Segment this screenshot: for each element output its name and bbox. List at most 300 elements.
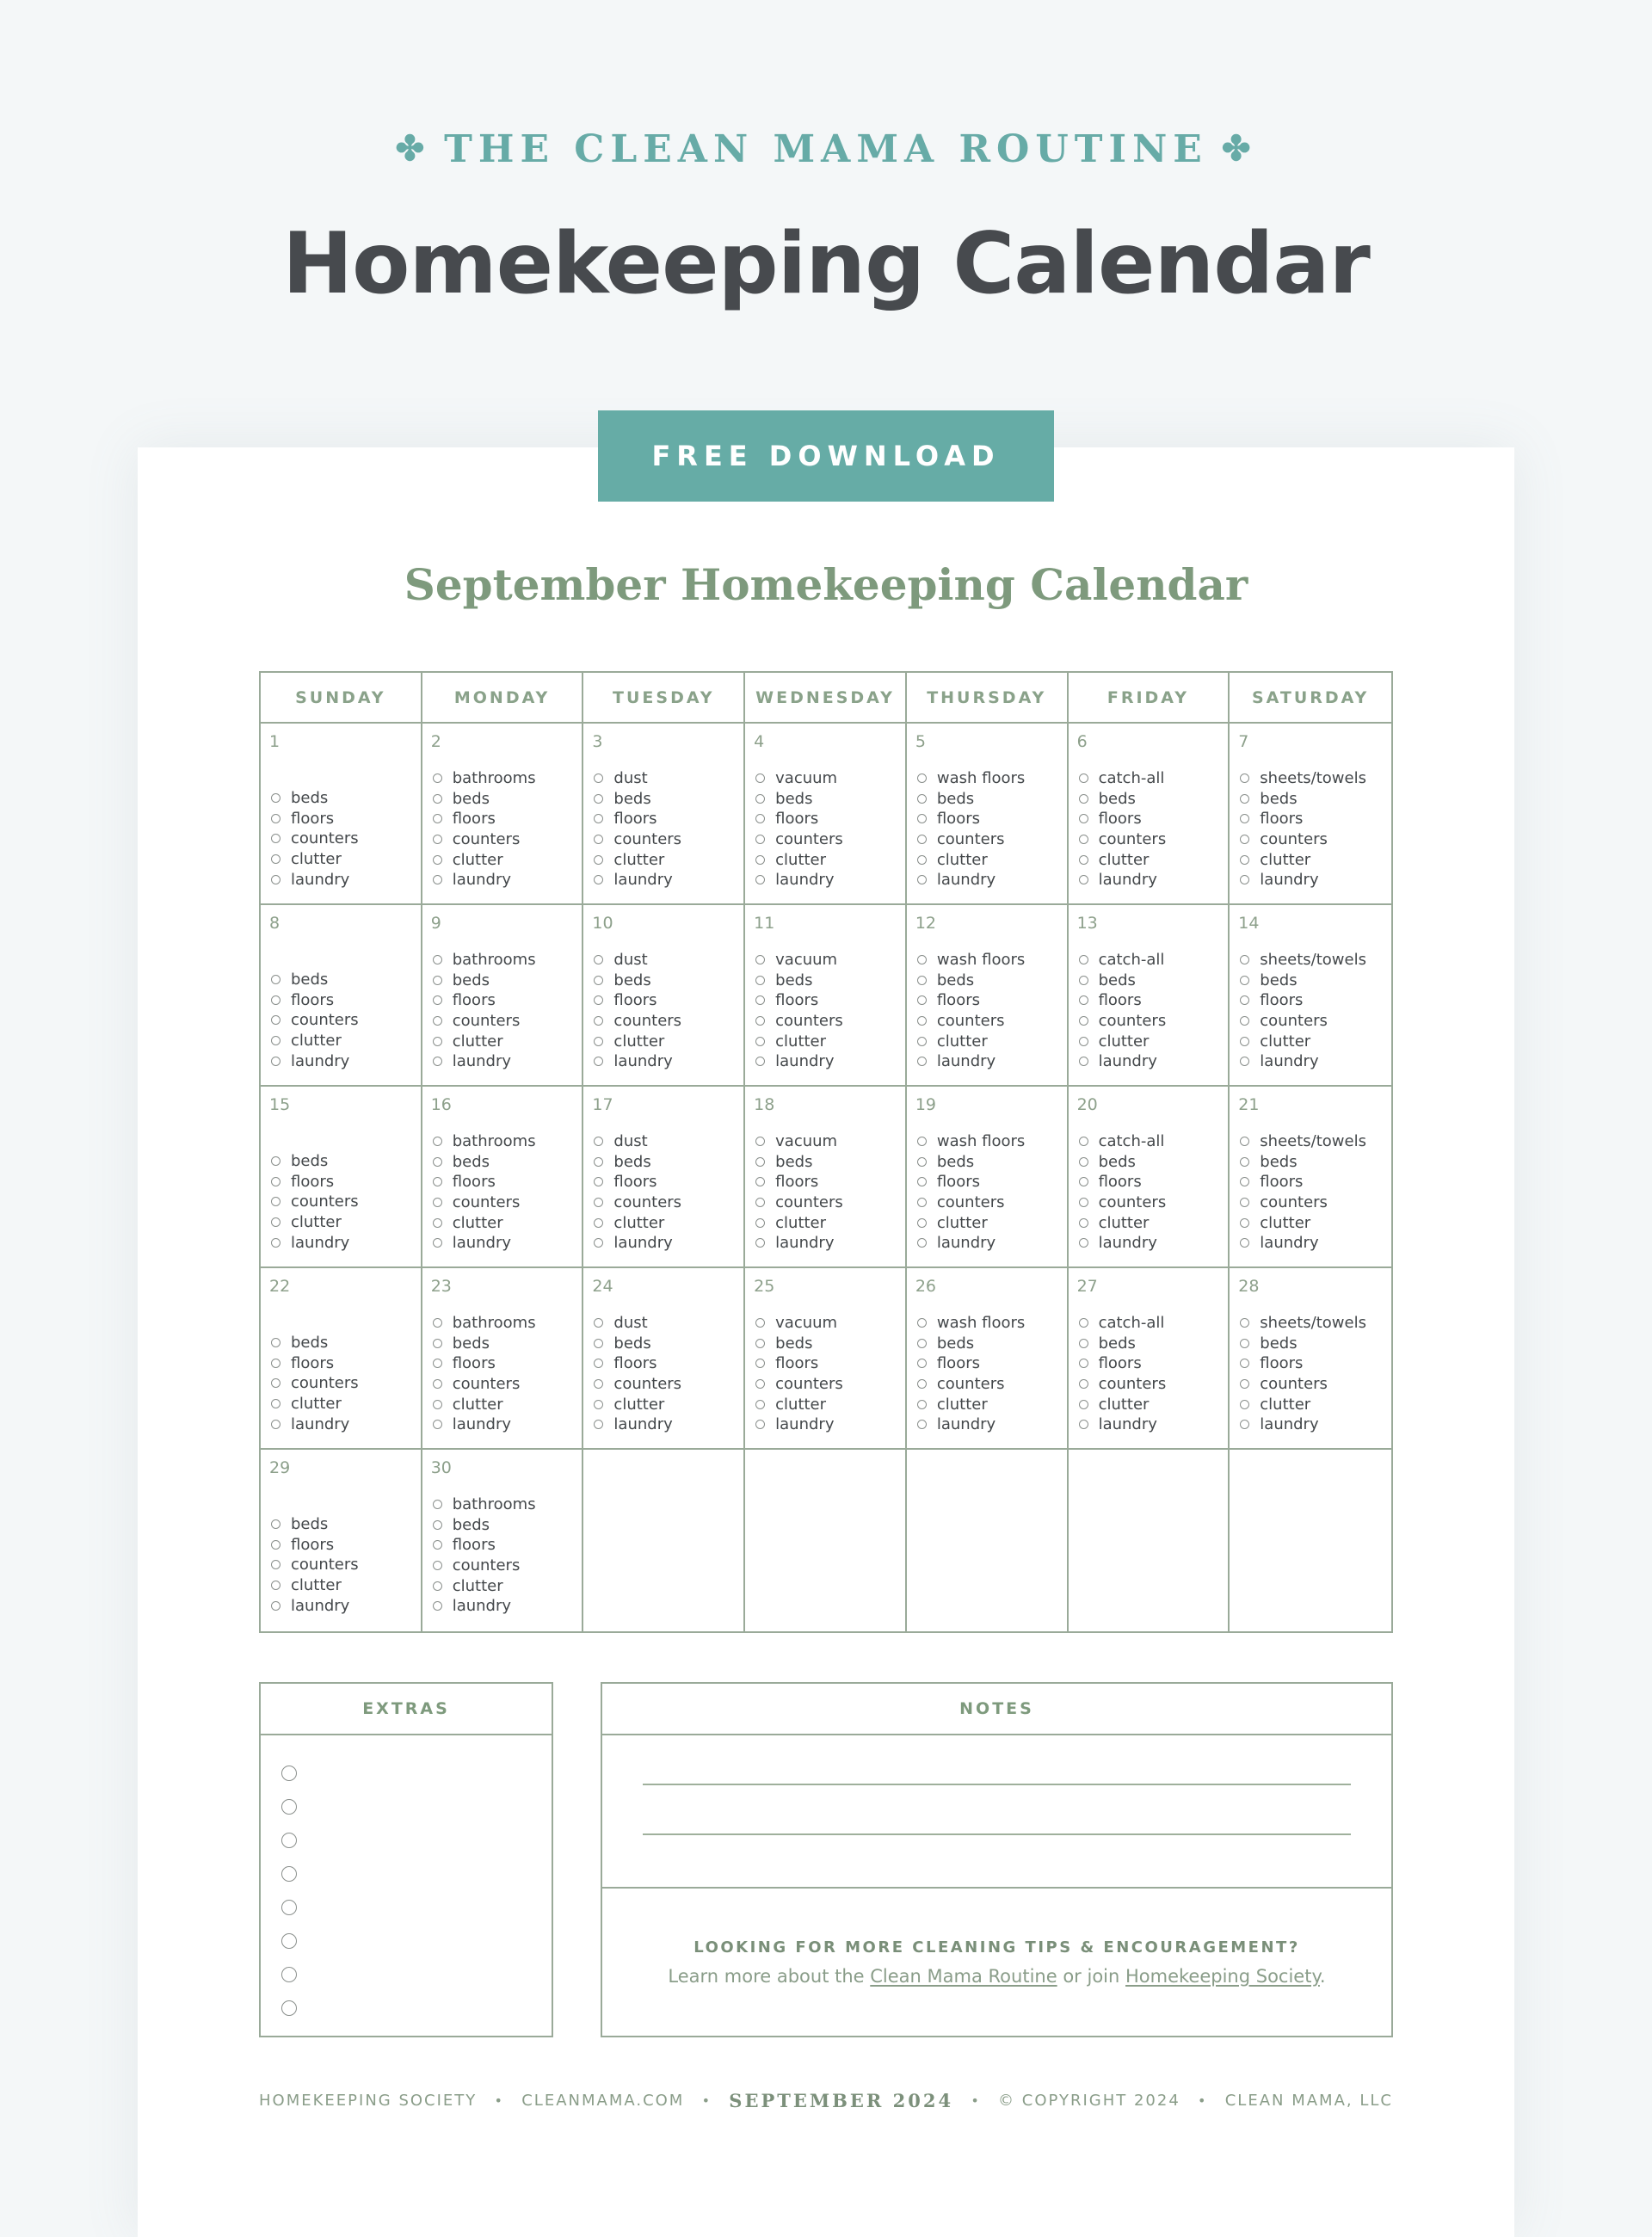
checkbox-circle-icon[interactable] <box>755 1157 765 1167</box>
checkbox-circle-icon[interactable] <box>433 1016 442 1026</box>
checkbox-circle-icon[interactable] <box>1240 1037 1249 1046</box>
checkbox-circle-icon[interactable] <box>594 1359 603 1368</box>
checkbox-circle-icon[interactable] <box>1240 1238 1249 1248</box>
task-item[interactable] <box>755 1374 902 1395</box>
task-item[interactable] <box>433 1515 579 1536</box>
task-item[interactable] <box>433 1494 579 1515</box>
extra-item[interactable] <box>281 1991 552 2024</box>
checkbox-circle-icon[interactable] <box>594 1339 603 1348</box>
checkbox-circle-icon[interactable] <box>594 955 603 964</box>
checkbox-circle-icon[interactable] <box>271 1601 280 1611</box>
checkbox-circle-icon[interactable] <box>281 1766 297 1781</box>
task-item[interactable] <box>755 1414 902 1435</box>
task-item[interactable] <box>271 1151 417 1172</box>
checkbox-circle-icon[interactable] <box>755 995 765 1005</box>
checkbox-circle-icon[interactable] <box>594 773 603 783</box>
task-item[interactable] <box>433 990 579 1011</box>
task-item[interactable] <box>755 1172 902 1192</box>
checkbox-circle-icon[interactable] <box>755 1339 765 1348</box>
checkbox-circle-icon[interactable] <box>1079 1379 1088 1389</box>
checkbox-circle-icon[interactable] <box>1240 1137 1249 1146</box>
checkbox-circle-icon[interactable] <box>271 1359 280 1368</box>
checkbox-circle-icon[interactable] <box>917 1379 927 1389</box>
checkbox-circle-icon[interactable] <box>271 1519 280 1529</box>
task-item[interactable] <box>755 1212 902 1233</box>
checkbox-circle-icon[interactable] <box>594 1379 603 1389</box>
task-item[interactable] <box>1079 870 1225 890</box>
checkbox-circle-icon[interactable] <box>917 1057 927 1066</box>
checkbox-circle-icon[interactable] <box>917 773 927 783</box>
task-item[interactable] <box>594 849 740 870</box>
task-item[interactable] <box>433 1535 579 1556</box>
task-item[interactable] <box>1240 1334 1388 1354</box>
task-item[interactable] <box>917 1233 1063 1254</box>
task-item[interactable] <box>755 950 902 971</box>
task-item[interactable] <box>1079 1233 1225 1254</box>
task-item[interactable] <box>1240 849 1388 870</box>
task-item[interactable] <box>271 1010 417 1031</box>
task-item[interactable] <box>271 970 417 990</box>
checkbox-circle-icon[interactable] <box>594 794 603 804</box>
task-item[interactable] <box>271 1192 417 1212</box>
task-item[interactable] <box>271 829 417 849</box>
checkbox-circle-icon[interactable] <box>755 814 765 823</box>
task-item[interactable] <box>594 829 740 850</box>
task-item[interactable] <box>271 1172 417 1192</box>
task-item[interactable] <box>594 1414 740 1435</box>
checkbox-circle-icon[interactable] <box>433 1540 442 1550</box>
checkbox-circle-icon[interactable] <box>1079 1037 1088 1046</box>
task-item[interactable] <box>271 1575 417 1596</box>
checkbox-circle-icon[interactable] <box>1079 1177 1088 1186</box>
checkbox-circle-icon[interactable] <box>433 976 442 985</box>
checkbox-circle-icon[interactable] <box>433 1359 442 1368</box>
checkbox-circle-icon[interactable] <box>917 1318 927 1328</box>
checkbox-circle-icon[interactable] <box>594 1057 603 1066</box>
checkbox-circle-icon[interactable] <box>1079 1400 1088 1409</box>
task-item[interactable] <box>755 870 902 890</box>
checkbox-circle-icon[interactable] <box>594 1318 603 1328</box>
checkbox-circle-icon[interactable] <box>271 1581 280 1590</box>
task-item[interactable] <box>594 1172 740 1192</box>
checkbox-circle-icon[interactable] <box>917 835 927 844</box>
checkbox-circle-icon[interactable] <box>433 1318 442 1328</box>
clean-mama-routine-link[interactable]: Clean Mama Routine <box>870 1966 1057 1987</box>
checkbox-circle-icon[interactable] <box>755 1137 765 1146</box>
task-item[interactable] <box>433 870 579 890</box>
checkbox-circle-icon[interactable] <box>433 875 442 884</box>
checkbox-circle-icon[interactable] <box>1240 835 1249 844</box>
checkbox-circle-icon[interactable] <box>1240 1057 1249 1066</box>
task-item[interactable] <box>755 1131 902 1152</box>
checkbox-circle-icon[interactable] <box>917 995 927 1005</box>
checkbox-circle-icon[interactable] <box>1240 1359 1249 1368</box>
task-item[interactable] <box>755 990 902 1011</box>
task-item[interactable] <box>917 971 1063 991</box>
task-item[interactable] <box>594 1374 740 1395</box>
checkbox-circle-icon[interactable] <box>1240 955 1249 964</box>
task-item[interactable] <box>271 1333 417 1353</box>
task-item[interactable] <box>917 1031 1063 1051</box>
task-item[interactable] <box>1240 870 1388 890</box>
checkbox-circle-icon[interactable] <box>1079 1218 1088 1228</box>
checkbox-circle-icon[interactable] <box>917 794 927 804</box>
task-item[interactable] <box>1079 849 1225 870</box>
checkbox-circle-icon[interactable] <box>755 835 765 844</box>
checkbox-circle-icon[interactable] <box>755 1016 765 1026</box>
task-item[interactable] <box>755 809 902 829</box>
checkbox-circle-icon[interactable] <box>594 1400 603 1409</box>
checkbox-circle-icon[interactable] <box>917 814 927 823</box>
task-item[interactable] <box>1240 1313 1388 1334</box>
checkbox-circle-icon[interactable] <box>271 854 280 864</box>
task-item[interactable] <box>1240 1374 1388 1395</box>
checkbox-circle-icon[interactable] <box>271 1399 280 1408</box>
checkbox-circle-icon[interactable] <box>433 1177 442 1186</box>
checkbox-circle-icon[interactable] <box>594 1016 603 1026</box>
task-item[interactable] <box>755 789 902 810</box>
task-item[interactable] <box>271 1353 417 1374</box>
task-item[interactable] <box>917 829 1063 850</box>
task-item[interactable] <box>433 1556 579 1576</box>
checkbox-circle-icon[interactable] <box>433 855 442 865</box>
checkbox-circle-icon[interactable] <box>271 1338 280 1347</box>
checkbox-circle-icon[interactable] <box>1240 1318 1249 1328</box>
task-item[interactable] <box>594 768 740 789</box>
task-item[interactable] <box>271 1514 417 1535</box>
checkbox-circle-icon[interactable] <box>1079 995 1088 1005</box>
task-item[interactable] <box>433 1011 579 1032</box>
checkbox-circle-icon[interactable] <box>755 1177 765 1186</box>
extra-item[interactable] <box>281 1756 552 1790</box>
task-item[interactable] <box>1240 829 1388 850</box>
task-item[interactable] <box>271 1535 417 1556</box>
checkbox-circle-icon[interactable] <box>433 1238 442 1248</box>
task-item[interactable] <box>594 809 740 829</box>
checkbox-circle-icon[interactable] <box>917 1198 927 1207</box>
checkbox-circle-icon[interactable] <box>271 1156 280 1166</box>
task-item[interactable] <box>1240 1353 1388 1374</box>
checkbox-circle-icon[interactable] <box>1240 995 1249 1005</box>
checkbox-circle-icon[interactable] <box>433 1400 442 1409</box>
checkbox-circle-icon[interactable] <box>755 1037 765 1046</box>
task-item[interactable] <box>594 1212 740 1233</box>
checkbox-circle-icon[interactable] <box>271 1420 280 1429</box>
notes-line[interactable] <box>643 1833 1351 1835</box>
checkbox-circle-icon[interactable] <box>433 1037 442 1046</box>
checkbox-circle-icon[interactable] <box>433 835 442 844</box>
extra-item[interactable] <box>281 1790 552 1823</box>
task-item[interactable] <box>1079 1192 1225 1213</box>
task-item[interactable] <box>755 1051 902 1072</box>
checkbox-circle-icon[interactable] <box>755 1400 765 1409</box>
checkbox-circle-icon[interactable] <box>755 1238 765 1248</box>
task-item[interactable] <box>1240 950 1388 971</box>
checkbox-circle-icon[interactable] <box>1240 1016 1249 1026</box>
task-item[interactable] <box>433 789 579 810</box>
task-item[interactable] <box>594 971 740 991</box>
free-download-button[interactable]: FREE DOWNLOAD <box>598 410 1054 502</box>
checkbox-circle-icon[interactable] <box>1079 1359 1088 1368</box>
task-item[interactable] <box>917 1313 1063 1334</box>
task-item[interactable] <box>271 849 417 870</box>
task-item[interactable] <box>917 1192 1063 1213</box>
checkbox-circle-icon[interactable] <box>594 1218 603 1228</box>
task-item[interactable] <box>1240 971 1388 991</box>
checkbox-circle-icon[interactable] <box>433 955 442 964</box>
checkbox-circle-icon[interactable] <box>755 855 765 865</box>
checkbox-circle-icon[interactable] <box>755 1218 765 1228</box>
checkbox-circle-icon[interactable] <box>917 1137 927 1146</box>
task-item[interactable] <box>271 788 417 809</box>
checkbox-circle-icon[interactable] <box>1079 773 1088 783</box>
checkbox-circle-icon[interactable] <box>594 1137 603 1146</box>
task-item[interactable] <box>594 990 740 1011</box>
checkbox-circle-icon[interactable] <box>1240 1339 1249 1348</box>
task-item[interactable] <box>755 1152 902 1173</box>
checkbox-circle-icon[interactable] <box>594 1420 603 1429</box>
task-item[interactable] <box>755 1353 902 1374</box>
checkbox-circle-icon[interactable] <box>433 1561 442 1570</box>
checkbox-circle-icon[interactable] <box>433 1520 442 1530</box>
task-item[interactable] <box>594 1131 740 1152</box>
checkbox-circle-icon[interactable] <box>433 1137 442 1146</box>
task-item[interactable] <box>271 1595 417 1616</box>
checkbox-circle-icon[interactable] <box>1079 955 1088 964</box>
task-item[interactable] <box>1240 1011 1388 1032</box>
checkbox-circle-icon[interactable] <box>917 1400 927 1409</box>
checkbox-circle-icon[interactable] <box>271 875 280 884</box>
checkbox-circle-icon[interactable] <box>755 1379 765 1389</box>
task-item[interactable] <box>433 971 579 991</box>
task-item[interactable] <box>271 1031 417 1051</box>
task-item[interactable] <box>1240 768 1388 789</box>
checkbox-circle-icon[interactable] <box>917 1339 927 1348</box>
checkbox-circle-icon[interactable] <box>1079 1198 1088 1207</box>
task-item[interactable] <box>1240 809 1388 829</box>
task-item[interactable] <box>1079 1011 1225 1032</box>
checkbox-circle-icon[interactable] <box>1240 875 1249 884</box>
task-item[interactable] <box>433 849 579 870</box>
task-item[interactable] <box>917 849 1063 870</box>
checkbox-circle-icon[interactable] <box>1240 976 1249 985</box>
checkbox-circle-icon[interactable] <box>917 1157 927 1167</box>
task-item[interactable] <box>917 990 1063 1011</box>
checkbox-circle-icon[interactable] <box>433 1379 442 1389</box>
task-item[interactable] <box>1079 809 1225 829</box>
task-item[interactable] <box>755 1031 902 1051</box>
task-item[interactable] <box>1240 1131 1388 1152</box>
checkbox-circle-icon[interactable] <box>271 834 280 843</box>
task-item[interactable] <box>271 869 417 890</box>
checkbox-circle-icon[interactable] <box>1240 1218 1249 1228</box>
task-item[interactable] <box>594 1334 740 1354</box>
task-item[interactable] <box>594 1011 740 1032</box>
checkbox-circle-icon[interactable] <box>281 1967 297 1982</box>
checkbox-circle-icon[interactable] <box>1240 814 1249 823</box>
task-item[interactable] <box>917 1212 1063 1233</box>
task-item[interactable] <box>1240 990 1388 1011</box>
checkbox-circle-icon[interactable] <box>433 1420 442 1429</box>
checkbox-circle-icon[interactable] <box>594 995 603 1005</box>
checkbox-circle-icon[interactable] <box>271 1057 280 1066</box>
checkbox-circle-icon[interactable] <box>755 1420 765 1429</box>
task-item[interactable] <box>433 1414 579 1435</box>
checkbox-circle-icon[interactable] <box>281 2000 297 2016</box>
extra-item[interactable] <box>281 1857 552 1890</box>
task-item[interactable] <box>755 1313 902 1334</box>
task-item[interactable] <box>594 1031 740 1051</box>
task-item[interactable] <box>917 1131 1063 1152</box>
checkbox-circle-icon[interactable] <box>1079 875 1088 884</box>
task-item[interactable] <box>1240 1172 1388 1192</box>
task-item[interactable] <box>1079 1313 1225 1334</box>
task-item[interactable] <box>594 1051 740 1072</box>
checkbox-circle-icon[interactable] <box>1240 1177 1249 1186</box>
checkbox-circle-icon[interactable] <box>1079 1420 1088 1429</box>
checkbox-circle-icon[interactable] <box>1079 1016 1088 1026</box>
checkbox-circle-icon[interactable] <box>271 1378 280 1388</box>
checkbox-circle-icon[interactable] <box>1079 976 1088 985</box>
task-item[interactable] <box>917 1394 1063 1414</box>
checkbox-circle-icon[interactable] <box>594 1157 603 1167</box>
checkbox-circle-icon[interactable] <box>755 1359 765 1368</box>
task-item[interactable] <box>271 1414 417 1434</box>
task-item[interactable] <box>1079 1031 1225 1051</box>
checkbox-circle-icon[interactable] <box>281 1900 297 1915</box>
task-item[interactable] <box>917 870 1063 890</box>
task-item[interactable] <box>755 1233 902 1254</box>
task-item[interactable] <box>594 1313 740 1334</box>
checkbox-circle-icon[interactable] <box>271 1197 280 1206</box>
task-item[interactable] <box>271 809 417 829</box>
checkbox-circle-icon[interactable] <box>1079 1339 1088 1348</box>
checkbox-circle-icon[interactable] <box>433 1157 442 1167</box>
task-item[interactable] <box>755 829 902 850</box>
task-item[interactable] <box>594 1192 740 1213</box>
checkbox-circle-icon[interactable] <box>917 855 927 865</box>
checkbox-circle-icon[interactable] <box>1079 1238 1088 1248</box>
checkbox-circle-icon[interactable] <box>1240 773 1249 783</box>
checkbox-circle-icon[interactable] <box>755 875 765 884</box>
checkbox-circle-icon[interactable] <box>1079 814 1088 823</box>
task-item[interactable] <box>1079 1212 1225 1233</box>
checkbox-circle-icon[interactable] <box>271 995 280 1005</box>
checkbox-circle-icon[interactable] <box>1079 1137 1088 1146</box>
checkbox-circle-icon[interactable] <box>1240 1420 1249 1429</box>
task-item[interactable] <box>917 1011 1063 1032</box>
checkbox-circle-icon[interactable] <box>281 1799 297 1815</box>
task-item[interactable] <box>755 849 902 870</box>
task-item[interactable] <box>917 950 1063 971</box>
task-item[interactable] <box>1079 789 1225 810</box>
task-item[interactable] <box>433 1212 579 1233</box>
task-item[interactable] <box>594 1394 740 1414</box>
task-item[interactable] <box>1240 1394 1388 1414</box>
checkbox-circle-icon[interactable] <box>917 1218 927 1228</box>
task-item[interactable] <box>1240 1212 1388 1233</box>
task-item[interactable] <box>1240 1233 1388 1254</box>
task-item[interactable] <box>917 1414 1063 1435</box>
task-item[interactable] <box>755 768 902 789</box>
checkbox-circle-icon[interactable] <box>594 1037 603 1046</box>
task-item[interactable] <box>271 1232 417 1253</box>
checkbox-circle-icon[interactable] <box>1240 794 1249 804</box>
checkbox-circle-icon[interactable] <box>755 1318 765 1328</box>
task-item[interactable] <box>1079 1394 1225 1414</box>
checkbox-circle-icon[interactable] <box>594 835 603 844</box>
task-item[interactable] <box>917 1334 1063 1354</box>
task-item[interactable] <box>1079 1334 1225 1354</box>
task-item[interactable] <box>1240 1051 1388 1072</box>
checkbox-circle-icon[interactable] <box>594 1198 603 1207</box>
task-item[interactable] <box>1079 1374 1225 1395</box>
checkbox-circle-icon[interactable] <box>1079 835 1088 844</box>
task-item[interactable] <box>271 1373 417 1394</box>
checkbox-circle-icon[interactable] <box>1079 855 1088 865</box>
task-item[interactable] <box>917 809 1063 829</box>
checkbox-circle-icon[interactable] <box>1240 1400 1249 1409</box>
extra-item[interactable] <box>281 1924 552 1957</box>
task-item[interactable] <box>433 1172 579 1192</box>
checkbox-circle-icon[interactable] <box>1079 794 1088 804</box>
task-item[interactable] <box>917 1374 1063 1395</box>
task-item[interactable] <box>433 1233 579 1254</box>
checkbox-circle-icon[interactable] <box>1079 1318 1088 1328</box>
checkbox-circle-icon[interactable] <box>755 1057 765 1066</box>
task-item[interactable] <box>271 1212 417 1233</box>
checkbox-circle-icon[interactable] <box>281 1833 297 1848</box>
task-item[interactable] <box>917 1152 1063 1173</box>
task-item[interactable] <box>433 1575 579 1596</box>
task-item[interactable] <box>1079 1051 1225 1072</box>
checkbox-circle-icon[interactable] <box>594 1238 603 1248</box>
task-item[interactable] <box>1079 971 1225 991</box>
task-item[interactable] <box>271 990 417 1011</box>
checkbox-circle-icon[interactable] <box>917 1037 927 1046</box>
task-item[interactable] <box>755 1011 902 1032</box>
task-item[interactable] <box>917 789 1063 810</box>
task-item[interactable] <box>1079 1414 1225 1435</box>
task-item[interactable] <box>433 809 579 829</box>
checkbox-circle-icon[interactable] <box>271 814 280 823</box>
checkbox-circle-icon[interactable] <box>594 875 603 884</box>
checkbox-circle-icon[interactable] <box>917 1177 927 1186</box>
task-item[interactable] <box>1240 1031 1388 1051</box>
checkbox-circle-icon[interactable] <box>1240 1157 1249 1167</box>
checkbox-circle-icon[interactable] <box>271 1560 280 1569</box>
checkbox-circle-icon[interactable] <box>917 1359 927 1368</box>
checkbox-circle-icon[interactable] <box>433 1057 442 1066</box>
task-item[interactable] <box>594 1152 740 1173</box>
task-item[interactable] <box>433 1374 579 1395</box>
checkbox-circle-icon[interactable] <box>1240 855 1249 865</box>
task-item[interactable] <box>433 1031 579 1051</box>
checkbox-circle-icon[interactable] <box>1240 1198 1249 1207</box>
checkbox-circle-icon[interactable] <box>1079 1057 1088 1066</box>
task-item[interactable] <box>594 789 740 810</box>
checkbox-circle-icon[interactable] <box>917 1420 927 1429</box>
task-item[interactable] <box>1079 1131 1225 1152</box>
task-item[interactable] <box>433 1334 579 1354</box>
checkbox-circle-icon[interactable] <box>755 1198 765 1207</box>
checkbox-circle-icon[interactable] <box>271 793 280 803</box>
task-item[interactable] <box>271 1051 417 1071</box>
task-item[interactable] <box>433 1394 579 1414</box>
task-item[interactable] <box>917 1353 1063 1374</box>
task-item[interactable] <box>433 950 579 971</box>
checkbox-circle-icon[interactable] <box>1240 1379 1249 1389</box>
